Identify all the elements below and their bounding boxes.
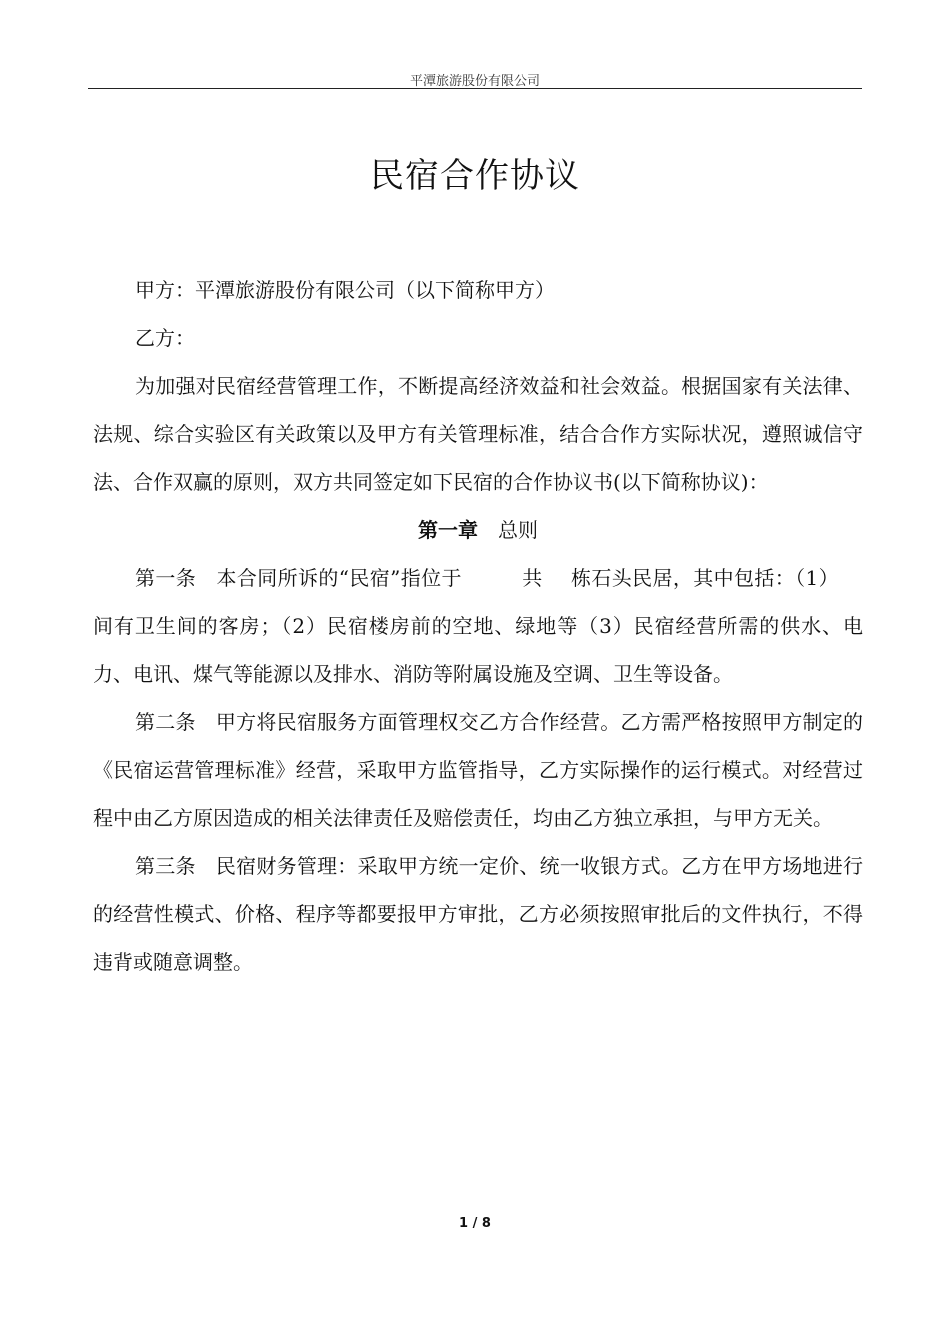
- article-1-text-part2: 共: [521, 566, 543, 590]
- article-1-text-part4: 间有卫生间的客房；（2）民宿楼房前的空地、绿地等（3）民宿经营所需的供水、电力、电讯、煤气等能源以及排水、消防等附属设施及空调、卫生等设备。: [93, 614, 863, 686]
- article-2-label: 第二条: [135, 710, 196, 734]
- intro-paragraph: 为加强对民宿经营管理工作，不断提高经济效益和社会效益。根据国家有关法律、法规、综合实验区有关政策以及甲方有关管理标准，结合合作方实际状况，遵照诚信守法、合作双赢的原则，双方共同签定如下民宿的合作协议书(以下简称协议)：: [93, 374, 863, 494]
- document-body: [93, 266, 863, 986]
- party-b-line: 乙方：: [135, 326, 195, 350]
- article-1: [93, 554, 863, 698]
- chapter-number: 第一章: [418, 518, 478, 542]
- article-1-text-part3: 栋石头民居，其中包括：（1）: [570, 566, 840, 590]
- article-3-text: 民宿财务管理：采取甲方统一定价、统一收银方式。乙方在甲方场地进行的经营性模式、价格、程序等都要报甲方审批，乙方必须按照审批后的文件执行，不得违背或随意调整。: [93, 854, 864, 974]
- chapter-name: 总则: [498, 518, 538, 542]
- party-a-line: 甲方：平潭旅游股份有限公司（以下简称甲方）: [135, 278, 555, 302]
- header-divider: [88, 88, 862, 89]
- article-3: [93, 842, 863, 986]
- article-1-text-part1: 本合同所诉的“民宿”指位于: [216, 566, 462, 590]
- article-3-label: 第三条: [135, 854, 196, 878]
- document-title: 民宿合作协议: [370, 156, 580, 196]
- page-header: 平潭旅游股份有限公司: [409, 74, 540, 89]
- article-2-text: 甲方将民宿服务方面管理权交乙方合作经营。乙方需严格按照甲方制定的《民宿运营管理标准》经营，采取甲方监管指导，乙方实际操作的运行模式。对经营过程中由乙方原因造成的相关法律责任及赔偿责任，均由乙方独立承担，与甲方无关。: [93, 710, 864, 830]
- article-1-label: 第一条: [135, 566, 197, 590]
- page-number: 1 / 8: [459, 1216, 491, 1231]
- article-2: [93, 698, 863, 842]
- chapter-heading: [93, 506, 863, 554]
